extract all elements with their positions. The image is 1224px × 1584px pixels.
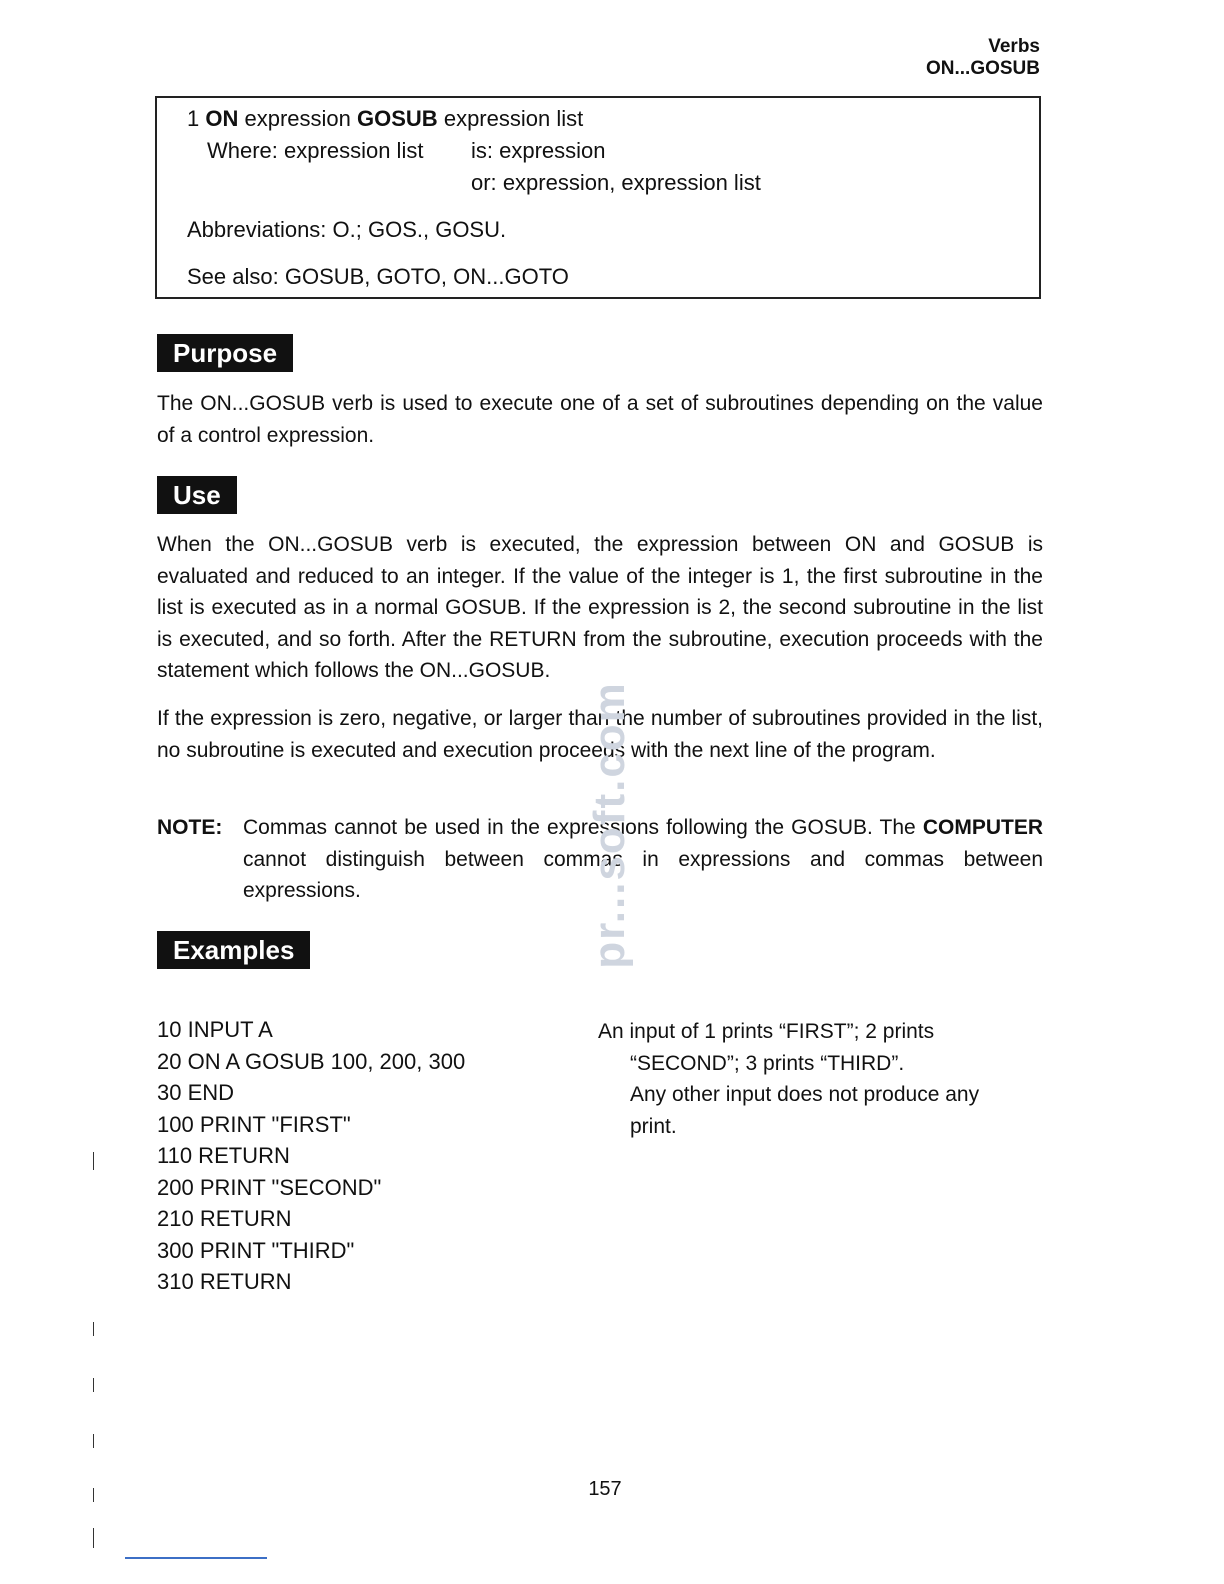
or-clause xyxy=(471,170,761,196)
or-value: expression, expression list xyxy=(502,170,761,195)
code-line: 10 INPUT A xyxy=(157,1017,273,1042)
code-line: 30 END xyxy=(157,1080,235,1105)
syntax-number: 1 xyxy=(187,106,200,131)
margin-mark xyxy=(93,1378,94,1392)
margin-mark xyxy=(93,1528,94,1548)
page-number: 157 xyxy=(588,1478,622,1500)
syntax-form xyxy=(187,106,583,132)
is-value: expression xyxy=(499,138,606,163)
note-computer-term: COMPUTER xyxy=(922,816,1043,839)
example-desc-line3: Any other input does not produce any xyxy=(630,1083,980,1106)
code-listing xyxy=(157,1014,465,1298)
margin-mark xyxy=(93,1488,94,1502)
note-label: NOTE: xyxy=(157,816,223,839)
use-paragraph-2: If the expression is zero, negative, or larger than the number of subroutines provided in the list, no subroutine is executed and execution proceeds with the next line of the program. xyxy=(157,707,1043,762)
where-clause xyxy=(207,138,423,164)
note-text-part1: Commas cannot be used in the expressions following the GOSUB. The xyxy=(243,816,916,839)
purpose-heading: Purpose xyxy=(157,334,293,372)
gosub-keyword: GOSUB xyxy=(357,106,438,131)
example-desc-line2: “SECOND”; 3 prints “THIRD”. xyxy=(630,1051,905,1075)
syntax-expression: expression xyxy=(244,106,351,131)
margin-mark xyxy=(93,1152,94,1170)
code-line: 310 RETURN xyxy=(157,1269,292,1294)
is-label: is: xyxy=(471,138,493,163)
note-text-part2: cannot distinguish between commas in expressions and commas between expressions. xyxy=(243,847,1043,902)
code-line: 300 PRINT "THIRD" xyxy=(157,1237,355,1263)
example-desc-line4: print. xyxy=(630,1114,677,1138)
margin-mark xyxy=(93,1322,94,1336)
code-line: 100 PRINT "FIRST" xyxy=(157,1111,351,1137)
see-also: See also: GOSUB, GOTO, ON...GOTO xyxy=(187,264,569,289)
header-verb: ON...GOSUB xyxy=(925,58,1040,79)
code-line: 20 ON A GOSUB 100, 200, 300 xyxy=(157,1048,466,1074)
example-desc-line1: An input of 1 prints “FIRST”; 2 prints xyxy=(598,1020,935,1043)
code-line: 210 RETURN xyxy=(157,1206,292,1231)
abbreviations: Abbreviations: O.; GOS., GOSU. xyxy=(187,217,507,242)
or-label: or: xyxy=(471,170,497,195)
code-line: 110 RETURN xyxy=(157,1143,290,1168)
margin-mark xyxy=(93,1434,94,1448)
syntax-box xyxy=(155,96,1041,299)
watermark: pr...soft.com xyxy=(585,681,634,969)
on-keyword: ON xyxy=(205,106,239,131)
purpose-text: The ON...GOSUB verb is used to execute one of a set of subroutines depending on the value of a control expression. xyxy=(157,392,1043,447)
example-description xyxy=(598,1016,1038,1142)
header-section: Verbs xyxy=(988,36,1040,57)
code-line: 200 PRINT "SECOND" xyxy=(157,1174,382,1200)
where-label: Where: xyxy=(207,138,278,163)
bottom-rule xyxy=(125,1557,267,1559)
is-clause xyxy=(471,138,606,164)
use-heading: Use xyxy=(157,476,237,514)
examples-heading: Examples xyxy=(157,931,310,969)
note-text xyxy=(243,812,1043,907)
syntax-expression-list: expression list xyxy=(443,106,584,131)
use-paragraph-1: When the ON...GOSUB verb is executed, the expression between ON and GOSUB is evaluated and reduced to an integer. If the value of the integer is 1, the first subroutine in the list is executed as in a normal GOSUB. If the expression is 2, the second subroutine in the list is executed, and so forth. After the RETURN from the subroutine, execution proceeds with the statement which follows the ON...GOSUB. xyxy=(157,533,1043,682)
running-header xyxy=(926,36,1040,80)
where-term: expression list xyxy=(284,138,424,163)
